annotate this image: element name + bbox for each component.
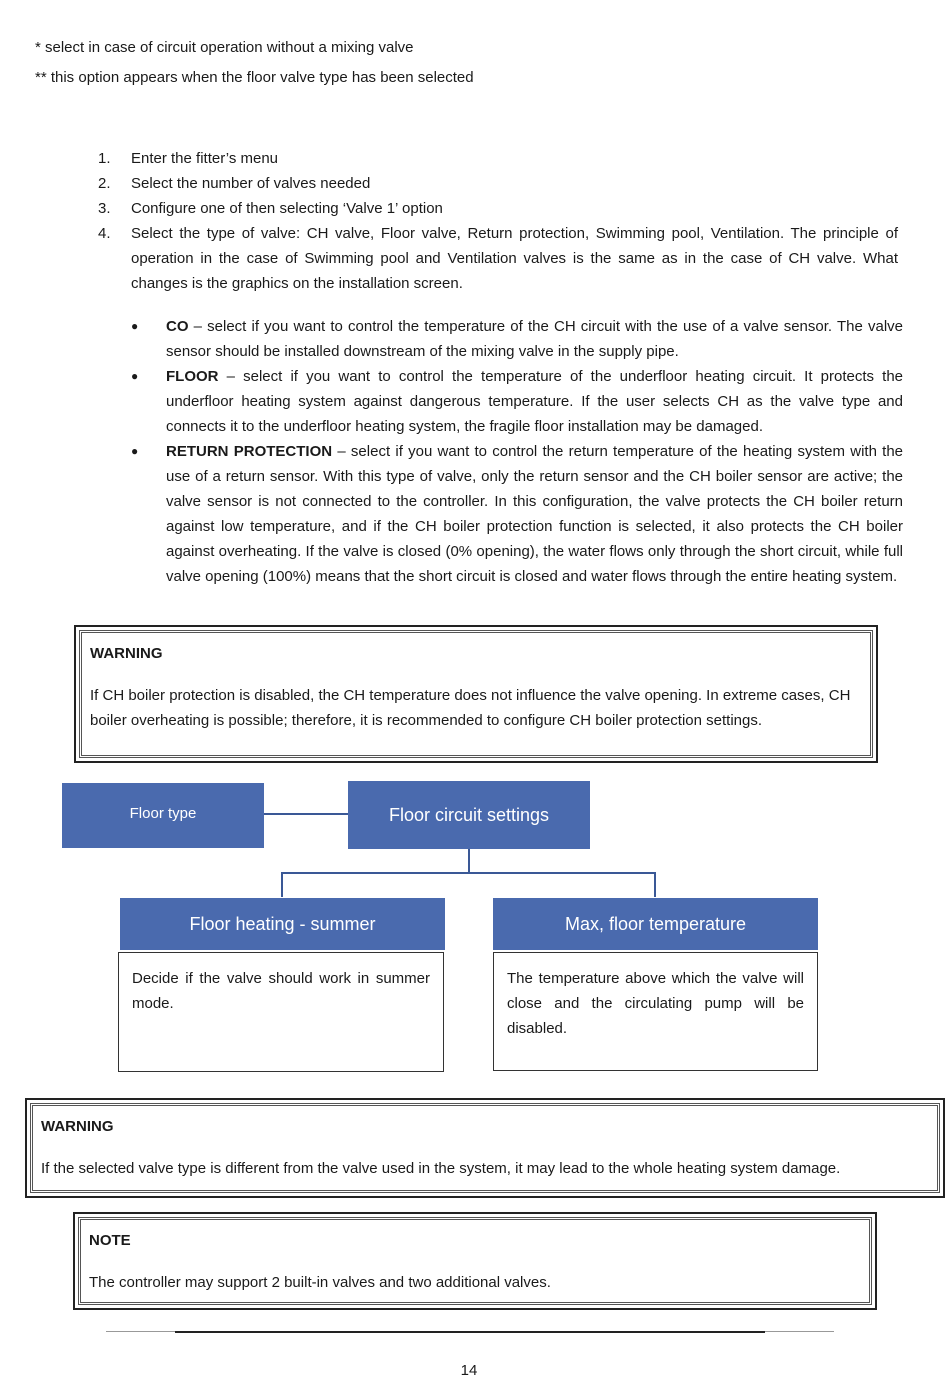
warning-title: WARNING — [90, 645, 163, 662]
footnote-double-star: ** this option appears when the floor valve type has been selected — [35, 69, 474, 86]
floor-heating-summer-description: Decide if the valve should work in summer mode. — [118, 952, 444, 1072]
floor-heating-summer-box: Floor heating - summer — [120, 898, 445, 950]
list-item — [98, 221, 898, 296]
bullet-icon: ● — [131, 444, 139, 458]
connector-line — [654, 872, 656, 897]
footer-divider — [175, 1331, 765, 1333]
valve-type-description: – select if you want to control the return temperature of the heating system with the use of a return sensor. With this type of valve, only the return sensor and the CH boiler sensor are active; the valve sensor is not connected to the controller. In this configuration, the valve protects the CH boiler return against low temperature, and if the CH boiler protection function is selected, it also protects the CH boiler against overheating. If the valve is closed (0% opening), the water flows only through the short circuit, while full valve opening (100%) means that the short circuit is closed and water flows through the entire heating system. — [166, 443, 904, 585]
valve-type-name: RETURN PROTECTION — [166, 443, 333, 460]
max-floor-temperature-description: The temperature above which the valve will close and the circulating pump will be disabled. — [493, 952, 818, 1071]
warning-title: WARNING — [41, 1118, 114, 1135]
valve-type-list — [128, 314, 903, 589]
list-item — [98, 196, 898, 221]
connector-line — [264, 813, 348, 815]
max-floor-temperature-box: Max, floor temperature — [493, 898, 818, 950]
step-number: 2. — [98, 175, 111, 192]
footnote-single-star: * select in case of circuit operation without a mixing valve — [35, 39, 414, 56]
warning-box-valve-type — [25, 1098, 945, 1198]
list-item — [128, 364, 903, 439]
connector-line — [281, 872, 656, 874]
warning-box-ch-protection — [74, 625, 878, 763]
connector-line — [468, 849, 470, 873]
valve-type-name: CO — [166, 318, 189, 335]
floor-circuit-settings-box: Floor circuit settings — [348, 781, 590, 849]
warning-text: If CH boiler protection is disabled, the CH temperature does not influence the valve opening. In extreme cases, CH boiler overheating is possible; therefore, it is recommended to configure CH boiler protection settings. — [90, 687, 851, 729]
bullet-icon: ● — [131, 369, 139, 383]
page-number: 14 — [460, 1362, 478, 1379]
note-text: The controller may support 2 built-in valves and two additional valves. — [89, 1274, 551, 1291]
step-text: Select the type of valve: CH valve, Floor valve, Return protection, Swimming pool, Ventilation. The principle of operation in the case of Swimming pool and Ventilation valves is the same as in the case of CH valve. What changes is the graphics on the installation screen. — [131, 225, 898, 292]
step-text: Select the number of valves needed — [131, 175, 371, 192]
note-title: NOTE — [89, 1232, 131, 1249]
list-item — [128, 439, 903, 589]
valve-type-name: FLOOR — [166, 368, 219, 385]
step-number: 3. — [98, 200, 111, 217]
warning-text: If the selected valve type is different from the valve used in the system, it may lead to the whole heating system damage. — [41, 1160, 841, 1177]
step-number: 4. — [98, 225, 111, 242]
list-item — [128, 314, 903, 364]
valve-type-description: – select if you want to control the temperature of the underfloor heating circuit. It protects the underfloor heating system against dangerous temperature. If the user selects CH as the valve type and connects it to the underfloor heating system, the fragile floor installation may be damaged. — [166, 368, 903, 435]
floor-type-box: Floor type — [62, 783, 264, 848]
list-item — [98, 171, 898, 196]
connector-line — [281, 872, 283, 897]
bullet-icon: ● — [131, 319, 139, 333]
steps-list — [98, 146, 898, 296]
valve-type-description: – select if you want to control the temperature of the CH circuit with the use of a valve sensor. The valve sensor should be installed downstream of the mixing valve in the supply pipe. — [166, 318, 903, 360]
list-item — [98, 146, 898, 171]
step-text: Configure one of then selecting ‘Valve 1’ option — [131, 200, 443, 217]
step-text: Enter the fitter’s menu — [131, 150, 279, 167]
step-number: 1. — [98, 150, 111, 167]
note-box — [73, 1212, 877, 1310]
